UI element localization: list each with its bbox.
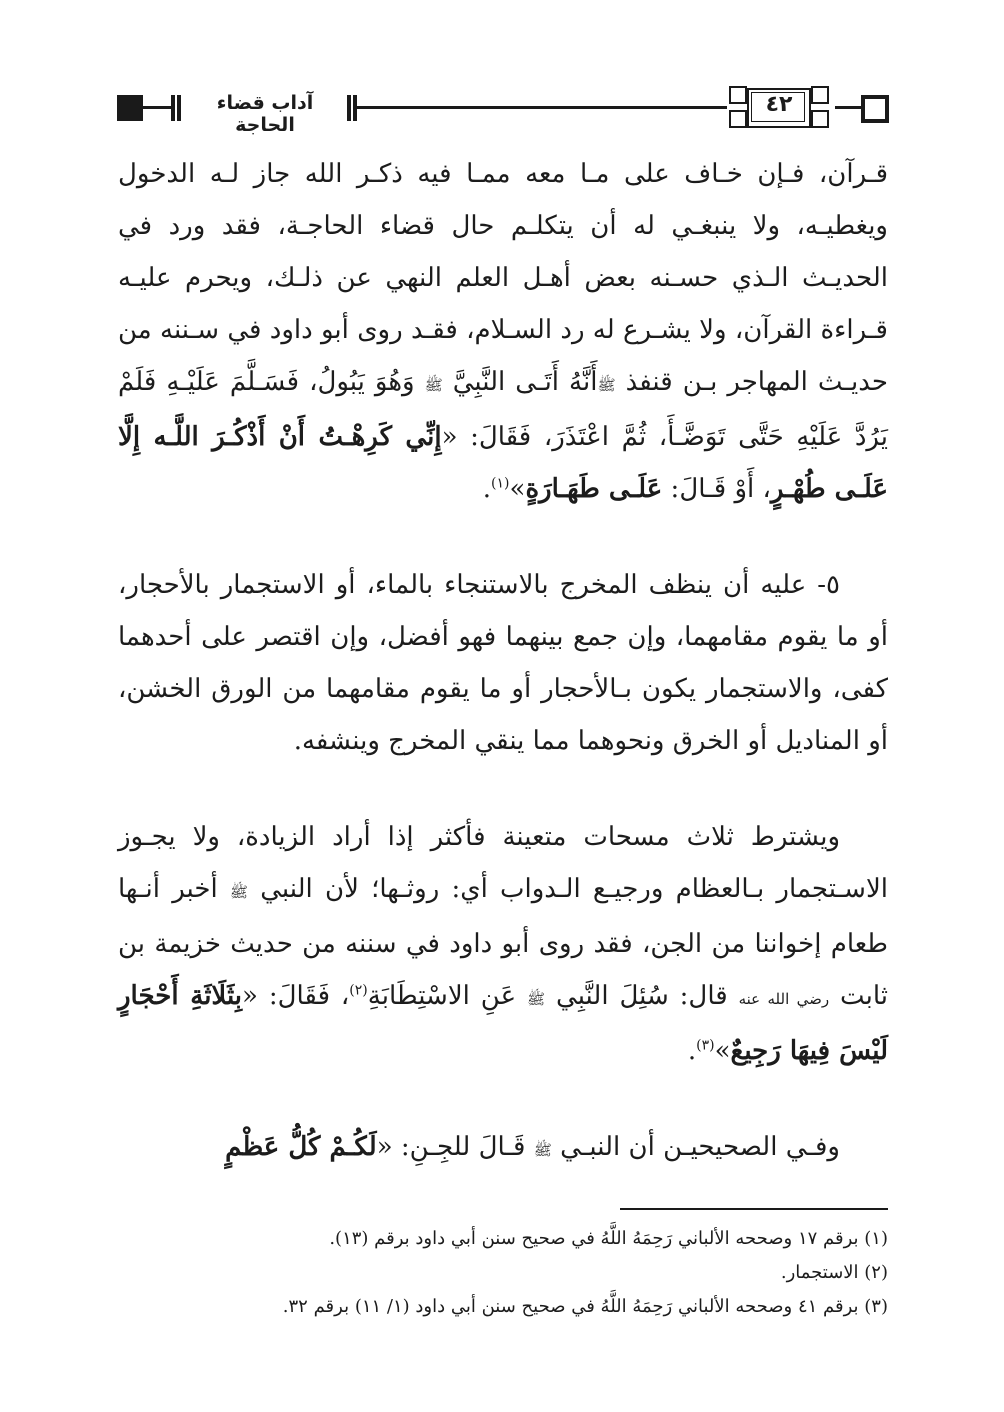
- paragraph: [118, 559, 888, 767]
- hadith-quote: إِنِّي كَرِهْـتُ أَنْ أَذْكُـرَ اللَّـه إِلَّا عَلَـى طُهْـرٍ: [118, 422, 888, 504]
- text-run: ٥- عليه أن ينظف المخرج بالاستنجاء بالماء، أو الاستجمار بالأحجار، أو ما يقوم مقامهما، وإن جمع بينهما فهو أفضل، وإن اقتصر على أحدهما كفى، والاستجمار يكون بـالأحجار أو ما يقوم مقامهما من الورق الخشن، أو المناديل أو الخرق ونحوهما مما ينقي المخرج وينشفه.: [118, 570, 888, 756]
- frame-knot: [811, 86, 829, 104]
- text-run: ، فَقَالَ: «: [242, 981, 350, 1011]
- header-rule-middle: [357, 106, 727, 109]
- text-run: .: [687, 1036, 697, 1066]
- hadith-quote: بِثَلَاثَةِ أَحْجَارٍ لَيْسَ فِيهَا رَجِيعٌ: [118, 981, 888, 1066]
- chapter-title: آداب قضاء الحاجة: [216, 92, 314, 136]
- honorific: رضي الله عنه: [738, 990, 830, 1008]
- honorific: ﷺ: [597, 376, 616, 394]
- text-run: »: [509, 474, 526, 504]
- footnote: (٣) برقم ٤١ وصححه الألباني رَحِمَهُ اللَّهُ في صحيح سنن أبي داود (١/ ١١) برقم ٣٢.: [282, 1296, 888, 1317]
- header-right-square: [861, 95, 889, 123]
- frame-knot: [811, 110, 829, 128]
- text-run: وفـي الصحيحيـن أن النبـي: [551, 1132, 840, 1162]
- frame-knot: [729, 86, 747, 104]
- main-text: [118, 148, 888, 1176]
- header-bar: [347, 95, 351, 121]
- hadith-quote: عَلَـى طَهَـارَةٍ: [525, 474, 663, 504]
- text-run: قَـالَ للجِـنِ: «: [376, 1132, 534, 1162]
- paragraph: [118, 811, 888, 1077]
- header-rule-right: [835, 106, 861, 109]
- honorific: ﷺ: [424, 376, 443, 394]
- text-run: قال: سُئِلَ النَّبِي: [545, 981, 739, 1011]
- header-left-square: [117, 95, 143, 121]
- text-run: »: [714, 1036, 731, 1066]
- hadith-quote: لَكُـمْ كُلُّ عَظْمٍ: [225, 1132, 377, 1162]
- text-run: قـرآن، فـإن خـاف على مـا معه ممـا فيه ذكـر الله جاز لـه الدخول ويغطيـه، ولا ينبغـي له أن يتكلـم حال قضاء الحاجـة، فقد ورد في الحديـث الـذي حسـنه بعض أهـل العلم النهي عن ذلـك، ويحرم عليـه قـراءة القرآن، ولا يشـرع له رد السـلام، فقـد روى أبو داود في سـننه من حديـث المهاجر بـن قنفذ: [118, 159, 888, 397]
- text-run: أَنَّهُ أَتَـى النَّبِيَّ: [442, 367, 598, 397]
- honorific: ﷺ: [527, 990, 546, 1008]
- page-number-frame: [725, 86, 835, 130]
- text-run: أخبر أنـها طعام إخواننا من الجن، فقد روى أبو داود في سننه من حديث خزيمة بن ثابت: [118, 874, 888, 1011]
- footnote: (٢) الاستجمار.: [780, 1262, 888, 1283]
- honorific: ﷺ: [533, 1141, 552, 1159]
- footnote-ref[interactable]: (٣): [696, 1037, 715, 1054]
- page-number: ٤٢: [765, 92, 793, 117]
- honorific: ﷺ: [229, 883, 249, 901]
- header-rule-left: [143, 106, 173, 109]
- frame-knot: [729, 110, 747, 128]
- text-run: عَنِ الاسْتِطَابَةِ: [367, 981, 527, 1011]
- footnote-ref[interactable]: (٢): [349, 982, 368, 999]
- text-run: ويشترط ثلاث مسحات متعينة فأكثر إذا أراد الزيادة، ولا يجـوز الاسـتجمار بـالعظام ورجيـع الـدواب أي: روثـها؛ لأن النبي: [118, 822, 888, 904]
- paragraph: [118, 148, 888, 515]
- footnote: (١) برقم ١٧ وصححه الألباني رَحِمَهُ اللَّهُ في صحيح سنن أبي داود برقم (١٣).: [329, 1228, 888, 1249]
- text-run: وَهُوَ يَبُولُ، فَسَـلَّمَ عَلَيْـهِ فَلَمْ يَرُدَّ عَلَيْهِ حَتَّى تَوَضَّـأَ، ثُمَّ اعْتَذَرَ، فَقَالَ: «: [118, 367, 888, 452]
- paragraph: [118, 1121, 888, 1176]
- text-run: ، أَوْ قَـالَ:: [662, 474, 771, 504]
- footnotes: [118, 1222, 888, 1324]
- footnote-separator: [620, 1208, 888, 1210]
- page-header: [115, 86, 890, 136]
- header-bar: [177, 95, 181, 121]
- text-run: .: [482, 474, 492, 504]
- header-bar: [171, 95, 175, 121]
- footnote-ref[interactable]: (١): [491, 475, 510, 492]
